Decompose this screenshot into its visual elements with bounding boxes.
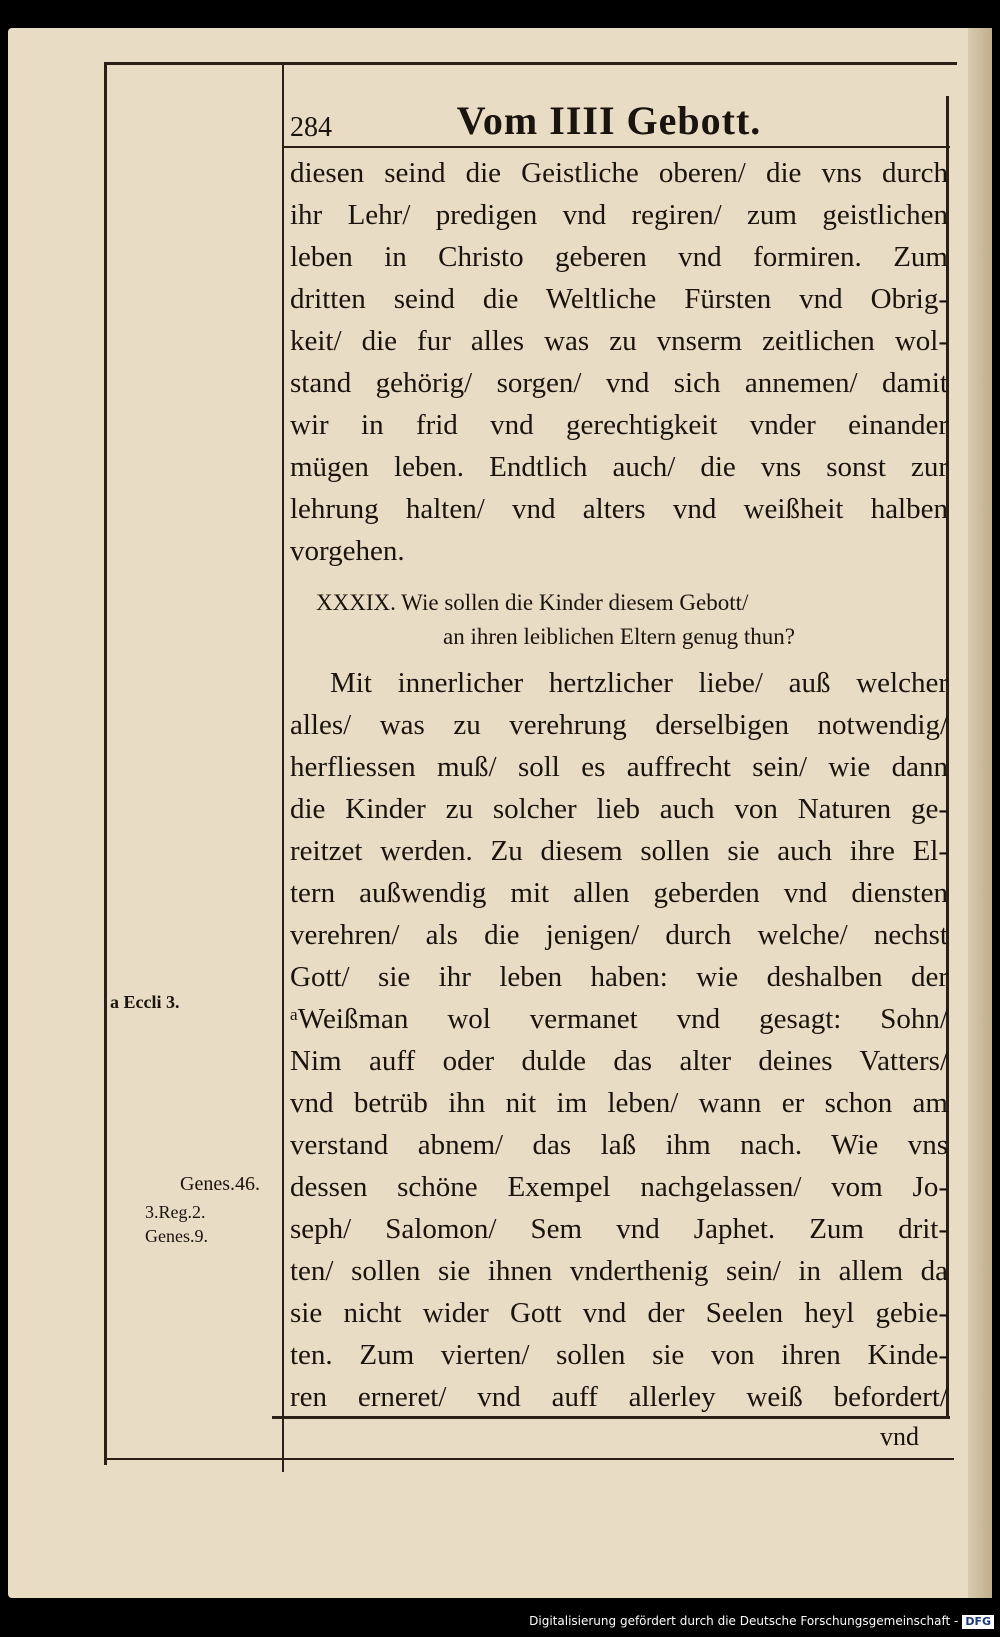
text-line: tern außwendig mit allen geberden vnd diensten [290, 877, 948, 909]
text-line: dessen schöne Exempel nachgelassen/ vom Jo- [290, 1171, 948, 1203]
margin-note-reges: 3.Reg.2. [145, 1202, 206, 1222]
text-line: mügen leben. Endtlich auch/ die vns sonst zur [290, 451, 948, 483]
digitization-credit [0, 1612, 994, 1630]
question-line: an ihren leiblichen Eltern genug thun? [443, 624, 795, 649]
margin-note-genesis-46: Genes.46. [180, 1173, 260, 1195]
text-line: sie nicht wider Gott vnd der Seelen heyl gebie- [290, 1297, 948, 1329]
question-heading [290, 586, 948, 654]
text-line: dritten seind die Weltliche Fürsten vnd Obrig- [290, 283, 948, 315]
bottom-rule [104, 1458, 954, 1460]
text-line: alles/ was zu verehrung derselbigen notwendig/ [290, 709, 948, 741]
text-line: verehren/ als die jenigen/ durch welche/ nechst [290, 919, 948, 951]
page-number: 284 [290, 112, 332, 143]
text-line: wir in frid vnd gerechtigkeit vnder einander [290, 409, 948, 441]
text-line: vorgehen. [290, 535, 405, 567]
text-line: seph/ Salomon/ Sem vnd Japhet. Zum drit- [290, 1213, 948, 1245]
text-line: stand gehörig/ sorgen/ vnd sich annemen/ damit [290, 367, 948, 399]
main-text [290, 152, 948, 1418]
header-rule [282, 146, 950, 148]
text-line: keit/ die fur alles was zu vnserm zeitlichen wol- [290, 325, 948, 357]
margin-rule [282, 62, 284, 1472]
text-line: ᵃWeißman wol vermanet vnd gesagt: Sohn/ [290, 1003, 948, 1035]
text-line: ren erneret/ vnd auff allerley weiß befordert/ [290, 1381, 948, 1413]
margin-note-eccli: a Eccli 3. [110, 992, 180, 1012]
text-line: lehrung halten/ vnd alters vnd weißheit halben [290, 493, 948, 525]
text-line: leben in Christo geberen vnd formiren. Zum [290, 241, 948, 273]
question-line: XXXIX. Wie sollen die Kinder diesem Gebott/ [316, 590, 749, 615]
running-header [290, 94, 946, 144]
text-line: herfliessen muß/ soll es auffrecht sein/ wie dann [290, 751, 948, 783]
credit-text: Digitalisierung gefördert durch die Deutsche Forschungsgemeinschaft - [529, 1614, 959, 1628]
dfg-logo: DFG [962, 1615, 994, 1629]
text-line: reitzet werden. Zu diesem sollen sie auch ihre El- [290, 835, 948, 867]
margin-note-genesis-9: Genes.9. [145, 1226, 208, 1246]
text-line: die Kinder zu solcher lieb auch von Naturen ge- [290, 793, 948, 825]
text-line: ihr Lehr/ predigen vnd regiren/ zum geistlichen [290, 199, 948, 231]
text-line: diesen seind die Geistliche oberen/ die vns durch [290, 157, 948, 189]
text-line: Mit innerlicher hertzlicher liebe/ auß welcher [330, 667, 948, 699]
running-title: Vom IIII Gebott. [456, 98, 762, 143]
text-line: verstand abnem/ das laß ihm nach. Wie vns [290, 1129, 948, 1161]
text-line: ten. Zum vierten/ sollen sie von ihren Kinde- [290, 1339, 948, 1371]
text-line: Gott/ sie ihr leben haben: wie deshalben der [290, 961, 948, 993]
text-line: vnd betrüb ihn nit im leben/ wann er schon am [290, 1087, 948, 1119]
catchword: vnd [880, 1422, 919, 1451]
text-line: Nim auff oder dulde das alter deines Vatters/ [290, 1045, 948, 1077]
text-line: ten/ sollen sie ihnen vnderthenig sein/ in allem da [290, 1255, 948, 1287]
page-edge [968, 28, 992, 1598]
